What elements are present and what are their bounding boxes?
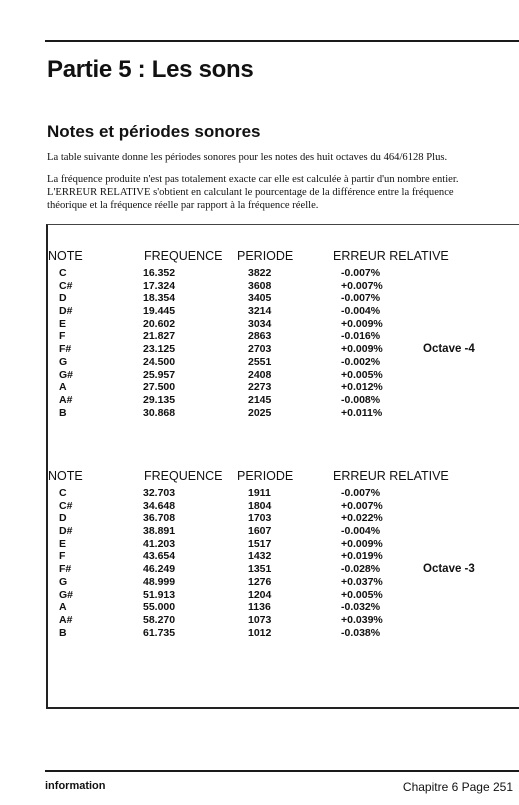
period-cell: 3405 <box>248 292 272 305</box>
period-cell: 1012 <box>248 626 272 639</box>
error-cell: +0.022% <box>341 512 383 525</box>
table-row <box>48 601 519 614</box>
footer-page-number: Chapitre 6 Page 251 <box>402 780 513 794</box>
note-cell: C <box>59 267 67 279</box>
header-error: ERREUR RELATIVE <box>333 249 449 263</box>
table-row <box>48 292 519 305</box>
period-cell: 1804 <box>248 499 272 512</box>
header-note: NOTE <box>48 469 83 483</box>
note-cell: G# <box>59 368 74 381</box>
frequency-cell: 43.654 <box>143 550 176 563</box>
precision-paragraph <box>47 173 519 212</box>
period-cell: 1517 <box>248 537 272 550</box>
note-cell: F <box>59 550 66 563</box>
octave-label: Octave -4 <box>423 343 475 355</box>
table-row <box>48 487 519 500</box>
table-row <box>48 538 519 551</box>
period-cell: 3608 <box>248 279 272 292</box>
frequency-cell: 29.135 <box>143 393 176 406</box>
bottom-rule <box>45 770 519 772</box>
table-row <box>48 394 519 407</box>
top-rule <box>45 40 519 42</box>
header-note: NOTE <box>48 249 83 263</box>
period-cell: 2025 <box>248 406 272 419</box>
table-row <box>48 305 519 318</box>
frequency-cell: 16.352 <box>143 267 176 279</box>
table-row <box>48 407 519 420</box>
error-cell: -0.008% <box>341 393 381 406</box>
frequency-cell: 58.270 <box>143 613 176 626</box>
frequency-cell: 21.827 <box>143 330 176 343</box>
error-cell: +0.011% <box>341 406 383 419</box>
frequency-cell: 17.324 <box>143 279 176 292</box>
frequency-cell: 36.708 <box>143 512 176 525</box>
error-cell: +0.019% <box>341 550 383 563</box>
intro-paragraph: La table suivante donne les périodes sonores pour les notes des huit octaves du 464/6128 Plus. <box>47 152 448 163</box>
period-table-box <box>46 224 519 709</box>
precision-line-2: L'ERREUR RELATIVE s'obtient en calculant le pourcentage de la différence entre la fréquence <box>47 187 454 198</box>
period-cell: 1911 <box>248 487 271 499</box>
frequency-cell: 41.203 <box>143 537 176 550</box>
note-cell: B <box>59 406 67 419</box>
table-row <box>48 356 519 369</box>
header-frequency: FREQUENCE <box>144 249 223 263</box>
note-cell: B <box>59 626 67 639</box>
period-cell: 1432 <box>248 550 272 563</box>
precision-line-1: La fréquence produite n'est pas totalement exacte car elle est calculée à partir d'un nombre entier. <box>47 174 459 185</box>
frequency-cell: 38.891 <box>143 525 176 538</box>
period-cell: 2273 <box>248 381 272 394</box>
error-cell: -0.007% <box>341 487 381 499</box>
table-row <box>48 512 519 525</box>
period-cell: 1276 <box>248 575 272 588</box>
error-cell: -0.038% <box>341 626 381 639</box>
note-cell: G <box>59 575 68 588</box>
table-header <box>48 469 519 487</box>
period-cell: 3214 <box>248 305 272 318</box>
note-cell: A# <box>59 393 73 406</box>
error-cell: +0.037% <box>341 575 383 588</box>
note-cell: D# <box>59 305 73 318</box>
table-row <box>48 318 519 331</box>
period-cell: 2703 <box>248 343 272 356</box>
error-cell: +0.005% <box>341 588 383 601</box>
note-cell: C# <box>59 499 73 512</box>
section-title: Notes et périodes sonores <box>47 122 261 141</box>
period-cell: 1204 <box>248 588 272 601</box>
frequency-cell: 19.445 <box>143 305 176 318</box>
error-cell: +0.007% <box>341 499 383 512</box>
frequency-cell: 18.354 <box>143 292 176 305</box>
note-cell: E <box>59 317 67 330</box>
frequency-cell: 55.000 <box>143 601 176 614</box>
period-cell: 2551 <box>248 355 272 368</box>
error-cell: -0.032% <box>341 601 381 614</box>
period-cell: 3822 <box>248 267 272 279</box>
frequency-cell: 23.125 <box>143 343 176 356</box>
table-row <box>48 550 519 563</box>
note-cell: A <box>59 601 67 614</box>
note-cell: C# <box>59 279 73 292</box>
error-cell: +0.007% <box>341 279 383 292</box>
header-period: PERIODE <box>237 469 294 483</box>
frequency-cell: 34.648 <box>143 499 176 512</box>
table-row <box>48 330 519 343</box>
header-error: ERREUR RELATIVE <box>333 469 449 483</box>
note-cell: D <box>59 292 67 305</box>
note-cell: F# <box>59 343 72 356</box>
period-cell: 2408 <box>248 368 272 381</box>
frequency-cell: 20.602 <box>143 317 176 330</box>
frequency-cell: 30.868 <box>143 406 176 419</box>
note-cell: D# <box>59 525 73 538</box>
octave-table <box>48 249 519 419</box>
header-period: PERIODE <box>237 249 294 263</box>
octave-label: Octave -3 <box>423 563 475 575</box>
table-row <box>48 627 519 640</box>
precision-line-3: théorique et la fréquence réelle par rapport à la fréquence réelle. <box>47 200 319 211</box>
table-row <box>48 589 519 602</box>
period-cell: 3034 <box>248 317 272 330</box>
part-title: Partie 5 : Les sons <box>47 56 254 83</box>
period-cell: 1136 <box>248 601 271 614</box>
error-cell: -0.007% <box>341 292 381 305</box>
error-cell: +0.005% <box>341 368 383 381</box>
period-cell: 1073 <box>248 613 272 626</box>
frequency-cell: 27.500 <box>143 381 176 394</box>
frequency-cell: 51.913 <box>143 588 176 601</box>
header-frequency: FREQUENCE <box>144 469 223 483</box>
error-cell: -0.028% <box>341 563 381 576</box>
table-row <box>48 576 519 589</box>
error-cell: +0.009% <box>341 343 383 356</box>
octave-table <box>48 469 519 639</box>
error-cell: +0.012% <box>341 381 383 394</box>
footer-brand: information <box>45 780 106 792</box>
note-cell: A <box>59 381 67 394</box>
note-cell: F <box>59 330 66 343</box>
table-row <box>48 280 519 293</box>
error-cell: +0.009% <box>341 317 383 330</box>
period-cell: 1607 <box>248 525 272 538</box>
error-cell: -0.004% <box>341 305 381 318</box>
frequency-cell: 24.500 <box>143 355 176 368</box>
note-cell: A# <box>59 613 73 626</box>
table-row <box>48 267 519 280</box>
error-cell: -0.007% <box>341 267 381 279</box>
period-cell: 2863 <box>248 330 272 343</box>
note-cell: D <box>59 512 67 525</box>
frequency-cell: 32.703 <box>143 487 176 499</box>
error-cell: -0.016% <box>341 330 381 343</box>
frequency-cell: 25.957 <box>143 368 176 381</box>
note-cell: G <box>59 355 68 368</box>
frequency-cell: 46.249 <box>143 563 176 576</box>
period-cell: 1703 <box>248 512 272 525</box>
note-cell: E <box>59 537 67 550</box>
error-cell: +0.009% <box>341 537 383 550</box>
table-row <box>48 500 519 513</box>
error-cell: +0.039% <box>341 613 383 626</box>
error-cell: -0.004% <box>341 525 381 538</box>
table-header <box>48 249 519 267</box>
table-row <box>48 614 519 627</box>
note-cell: F# <box>59 563 72 576</box>
period-cell: 2145 <box>248 393 272 406</box>
period-cell: 1351 <box>248 563 272 576</box>
frequency-cell: 48.999 <box>143 575 176 588</box>
table-row <box>48 381 519 394</box>
error-cell: -0.002% <box>341 355 381 368</box>
table-row <box>48 525 519 538</box>
note-cell: G# <box>59 588 74 601</box>
frequency-cell: 61.735 <box>143 626 176 639</box>
table-row <box>48 369 519 382</box>
note-cell: C <box>59 487 67 499</box>
